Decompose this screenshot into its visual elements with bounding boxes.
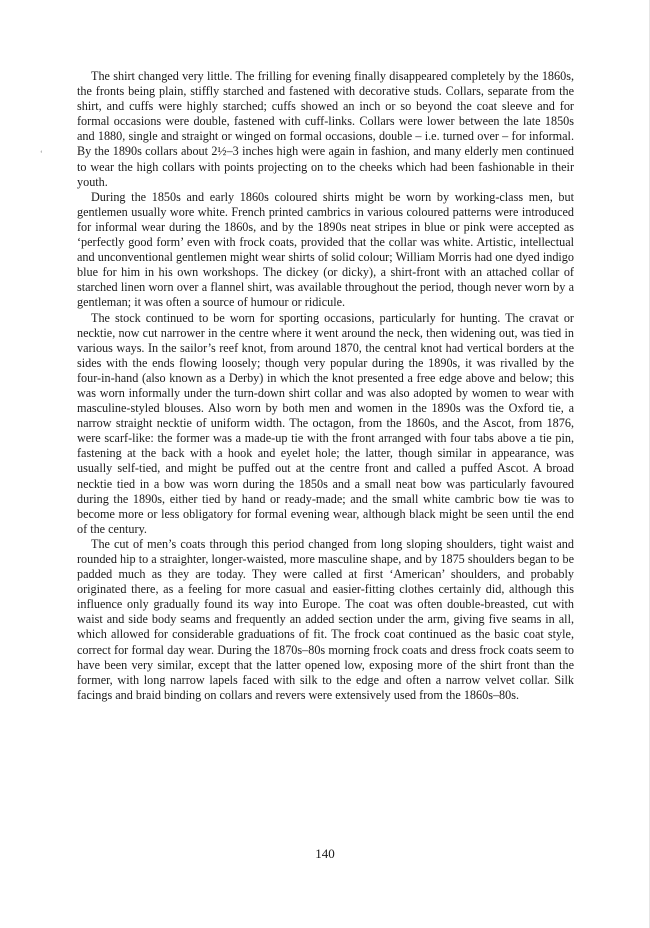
margin-mark: ‘ — [40, 149, 43, 158]
paragraph-coloured-shirts: During the 1850s and early 1860s coloured shirts might be worn by working-class men, but gentlemen usually wore white. French printed cambrics in various coloured patterns were introduced for informal wear during the 1860s, and by the 1890s neat stripes in blue or pink were accepted as ‘perfectly good form’ even with frock coats, provided that the collar was white. Artistic, intellectual and unconventional gentlemen might wear shirts of solid colour; William Morris had one dyed indigo blue for him in his own workshops. The dickey (or dicky), a shirt-front with an attached collar of starched linen worn over a flannel shirt, was available throughout the period, though never worn by a gentleman; it was often a source of humour or ridicule. — [77, 189, 574, 310]
paragraph-shirt: The shirt changed very little. The frilling for evening finally disappeared completely by the 1860s, the fronts being plain, stiffly starched and fastened with decorative studs. Collars, separate from the shirt, and cuffs were highly starched; cuffs showed an inch or so beyond the coat sleeve and for formal occasions were double, fastened with cuff-links. Collars were lower between the late 1850s and 1880, single and straight or winged on formal occasions, double – i.e. turned over – for informal. By the 1890s collars about 2½–3 inches high were again in fashion, and many elderly men continued to wear the high collars with points projecting on to the cheeks which had been fashionable in their youth. — [77, 69, 574, 189]
body-text — [77, 69, 574, 703]
paragraph-neckwear: The stock continued to be worn for sporting occasions, particularly for hunting. The cravat or necktie, now cut narrower in the centre where it went around the neck, then widening out, was tied in various ways. In the sailor’s reef knot, from around 1870, the central knot had vertical borders at the sides with the ends flowing loosely; though very popular during the 1890s, it was rivalled by the four-in-hand (also known as a Derby) in which the knot presented a free edge above and below; this was worn informally under the turn-down shirt collar and was also adopted by women to wear with masculine-styled blouses. Also worn by both men and women in the 1890s was the Oxford tie, a narrow straight necktie of uniform width. The octagon, from the 1860s, and the Ascot, from 1876, were scarf-like: the former was a made-up tie with the front arranged with four tabs above a tie pin, fastening at the back with a hook and eyelet hole; the latter, though similar in appearance, was usually self-tied, and might be puffed out at the centre front and called a puffed Ascot. A broad necktie tied in a bow was worn during the 1850s and a small neat bow was particularly favoured during the 1890s, either tied by hand or ready-made; and the small white cambric bow tie was to become more or less obligatory for formal evening wear, although black might be seen until the end of the century. — [77, 310, 574, 536]
paragraph-coats: The cut of men’s coats through this period changed from long sloping shoulders, tight waist and rounded hip to a straighter, longer-waisted, more masculine shape, and by 1875 shoulders began to be padded much as they are today. They were called at first ‘American’ shoulders, and probably originated there, as a feeling for more casual and easier-fitting clothes certainly did, although this influence only gradually found its way into Europe. The coat was often double-breasted, cut with waist and side body seams and frequently an added section under the arm, giving five seams in all, which allowed for considerable graduations of fit. The frock coat continued as the basic coat style, correct for formal day wear. During the 1870s–80s morning frock coats and dress frock coats seem to have been very similar, except that the latter opened low, exposing more of the shirt front than the former, with long narrow lapels faced with silk to the edge and often a narrow velvet collar. Silk facings and braid binding on collars and revers were extensively used from the 1860s–80s. — [77, 536, 574, 702]
page-number: 140 — [315, 846, 335, 861]
